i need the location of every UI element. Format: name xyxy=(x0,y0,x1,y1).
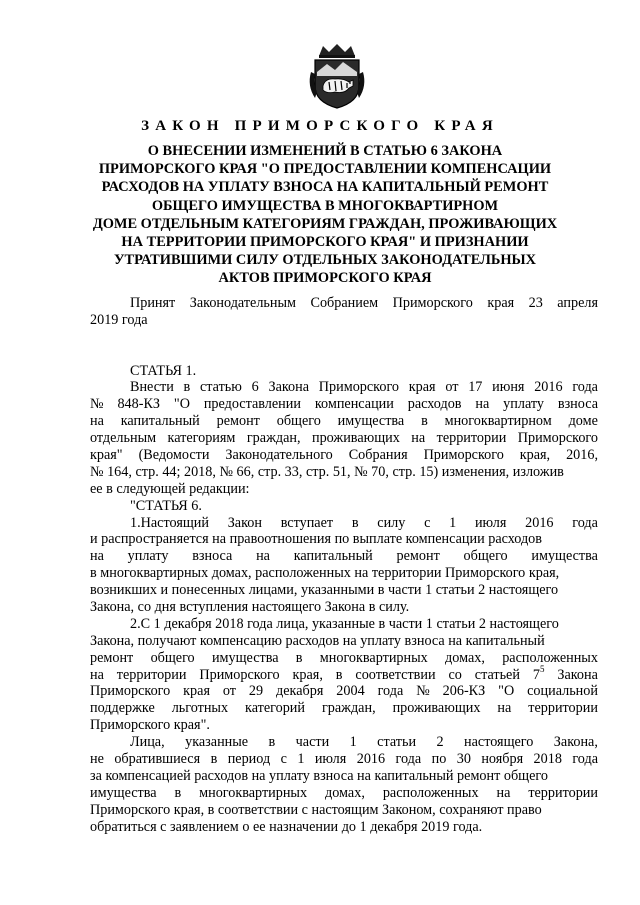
word: Законодательного xyxy=(225,447,333,464)
paragraph-line xyxy=(90,548,598,565)
word: расположенных xyxy=(382,784,479,801)
word: Приморского xyxy=(199,666,280,683)
word: 2016 xyxy=(356,751,386,768)
subtitle-line: АКТОВ ПРИМОРСКОГО КРАЯ xyxy=(218,270,432,287)
word: Собрания xyxy=(348,447,408,464)
paragraph-line xyxy=(90,700,598,717)
word: компенсации xyxy=(314,396,394,413)
word: в xyxy=(183,379,191,396)
subtitle-line: ОБЩЕГО ИМУЩЕСТВА В МНОГОКВАРТИРНОМ xyxy=(151,197,499,214)
word: не xyxy=(90,751,104,768)
word: Закон xyxy=(227,514,262,531)
law-body xyxy=(90,295,598,836)
word: граждан, xyxy=(321,700,376,717)
word: имущества xyxy=(531,548,598,565)
paragraph-line: ее в следующей редакции: xyxy=(90,480,250,497)
paragraph-line xyxy=(90,802,598,819)
article-heading: СТАТЬЯ 1. xyxy=(130,362,197,379)
paragraph-line xyxy=(90,515,598,532)
word: в xyxy=(268,734,276,751)
word: № xyxy=(416,683,430,700)
word: 1 xyxy=(449,514,457,531)
paragraph-line xyxy=(90,464,598,481)
word: 848-КЗ xyxy=(117,396,161,413)
word: настоящего xyxy=(464,734,534,751)
word: 2016, xyxy=(566,447,598,464)
word: края xyxy=(408,379,436,396)
word: части xyxy=(295,734,330,751)
word: взноса xyxy=(192,548,233,565)
word: июня xyxy=(492,379,525,396)
word: Собранием xyxy=(310,295,379,311)
word: края, xyxy=(519,447,551,464)
word: имущества xyxy=(211,649,279,666)
word: 2 xyxy=(436,734,444,751)
word: 1.Настоящий xyxy=(130,514,209,531)
subtitle-line: РАСХОДОВ НА УПЛАТУ ВЗНОСА НА КАПИТАЛЬНЫЙ РЕМОНТ xyxy=(101,179,549,196)
word: на xyxy=(90,548,104,565)
word: края, xyxy=(292,666,323,683)
word: статьи xyxy=(377,734,417,751)
word: территории xyxy=(528,784,598,801)
word: льготных xyxy=(171,700,229,717)
word: Принят xyxy=(130,295,176,311)
word: домах, xyxy=(445,649,485,666)
word: на xyxy=(90,666,104,683)
word: со xyxy=(448,666,462,683)
word: капитальный xyxy=(120,413,200,430)
subtitle-line: ПРИМОРСКОГО КРАЯ "О ПРЕДОСТАВЛЕНИИ КОМПЕНСАЦИИ xyxy=(98,161,552,178)
word: апреля xyxy=(557,295,598,311)
article-number-with-superscript xyxy=(532,663,545,684)
quoted-article-heading: "СТАТЬЯ 6. xyxy=(130,497,202,514)
paragraph-line xyxy=(90,616,598,633)
word: ремонт xyxy=(90,649,134,666)
word: в xyxy=(351,514,359,531)
paragraph-line xyxy=(90,413,598,430)
word: от xyxy=(222,683,236,700)
word: с xyxy=(424,514,431,531)
word: соответствии xyxy=(355,666,436,683)
word: № 164, стр. 44; 2018, № 66, стр. 33, стр. 51, № 70, стр. 15) изменения, изложив xyxy=(90,463,564,480)
paragraph-line xyxy=(90,768,598,785)
word: поддержке xyxy=(90,700,155,717)
word: общего xyxy=(463,548,508,565)
word: Приморского xyxy=(318,379,400,396)
word: "О xyxy=(498,683,515,700)
paragraph-line xyxy=(90,633,598,650)
word: 2016 xyxy=(525,514,554,531)
word: общего xyxy=(150,649,195,666)
paragraph-line xyxy=(90,396,598,413)
word: возникших и понесенных лицами, указанными в части 1 статьи 2 настоящего xyxy=(90,582,559,599)
word: в xyxy=(174,784,182,801)
word: 30 xyxy=(456,751,471,768)
word: 206-КЗ xyxy=(442,683,486,700)
paragraph-line xyxy=(90,447,598,464)
word: в xyxy=(335,666,343,683)
word: уплату xyxy=(127,548,169,565)
paragraph-line xyxy=(90,531,598,548)
word: 1 xyxy=(349,734,357,751)
word: статьей xyxy=(474,666,520,683)
word: Внести xyxy=(130,379,174,396)
paragraph-line: Закона, со дня вступления настоящего Закона в силу. xyxy=(90,599,410,616)
word: силу xyxy=(377,514,406,531)
word: проживающих xyxy=(311,430,400,447)
word: на xyxy=(90,413,104,430)
word: июля xyxy=(474,514,507,531)
word: уплату xyxy=(503,396,544,413)
subtitle-line: О ВНЕСЕНИИ ИЗМЕНЕНИЙ В СТАТЬЮ 6 ЗАКОНА xyxy=(147,143,503,159)
word: 1 xyxy=(297,751,305,768)
word: на xyxy=(411,430,426,447)
paragraph-line xyxy=(90,379,598,396)
word: социальной xyxy=(527,683,598,700)
word: Закона, xyxy=(553,734,598,751)
word: года xyxy=(572,514,598,531)
word: года xyxy=(572,751,598,768)
word: расположенных xyxy=(502,649,598,666)
word: года xyxy=(572,379,598,396)
word: Приморского xyxy=(90,683,171,700)
paragraph-line xyxy=(90,565,598,582)
word: территории xyxy=(436,430,507,447)
word: с xyxy=(280,751,287,768)
word: 6 xyxy=(251,379,259,396)
word: многоквартирных xyxy=(199,784,308,801)
word: Приморского xyxy=(517,430,598,447)
word: проживающих xyxy=(392,700,481,717)
word: имущества xyxy=(90,784,157,801)
primorsky-krai-coat-of-arms-icon xyxy=(305,42,369,110)
word: края xyxy=(183,683,210,700)
word: многоквартирных xyxy=(319,649,428,666)
word: на xyxy=(256,548,270,565)
word: расходов xyxy=(407,396,462,413)
word: Приморского xyxy=(423,447,504,464)
word: Закона xyxy=(268,379,310,396)
word: Закона, получают компенсацию расходов на уплату взноса на капитальный xyxy=(90,632,545,649)
word: края xyxy=(487,295,515,311)
word: за компенсацией расходов на уплату взноса на капитальный ремонт общего xyxy=(90,767,548,784)
word: года xyxy=(377,683,404,700)
law-subtitle xyxy=(70,142,580,288)
word: от xyxy=(445,379,459,396)
word: отдельным xyxy=(90,430,157,447)
word: 29 xyxy=(248,683,264,700)
adoption-line: 2019 года xyxy=(90,311,148,328)
word: общего xyxy=(276,413,321,430)
word: территории xyxy=(528,700,598,717)
word: 2016 xyxy=(534,379,563,396)
word: "О xyxy=(173,396,190,413)
paragraph-line xyxy=(90,785,598,802)
word: июля xyxy=(314,751,347,768)
word: на xyxy=(497,700,512,717)
word: категорий xyxy=(245,700,305,717)
word: на xyxy=(496,784,511,801)
word: 2004 xyxy=(336,683,365,700)
subtitle-line: УТРАТИВШИМИ СИЛУ ОТДЕЛЬНЫХ ЗАКОНОДАТЕЛЬНЫХ xyxy=(113,252,537,269)
paragraph-line: Приморского края". xyxy=(90,717,210,734)
article-superscript: 5 xyxy=(539,663,545,674)
paragraph-line-with-superscript xyxy=(90,663,598,684)
word: имущества xyxy=(337,413,405,430)
word: вступает xyxy=(280,514,334,531)
word: в xyxy=(421,413,428,430)
paragraph-line xyxy=(90,582,598,599)
word: территории xyxy=(116,666,187,683)
paragraph-line xyxy=(90,683,598,700)
word: обратившиеся xyxy=(114,751,201,768)
word: 17 xyxy=(468,379,483,396)
word: в xyxy=(295,649,303,666)
adoption-line xyxy=(90,295,598,312)
word: указанные xyxy=(185,734,249,751)
word: 23 xyxy=(528,295,543,311)
word: доме xyxy=(568,413,598,430)
word: ноября xyxy=(481,751,524,768)
word: ремонт xyxy=(216,413,260,430)
word: домах, xyxy=(325,784,365,801)
word: декабря xyxy=(276,683,324,700)
word: граждан, xyxy=(246,430,301,447)
word: Лица, xyxy=(130,734,165,751)
word: в многоквартирных домах, расположенных на территории Приморского края, xyxy=(90,565,560,582)
article-number: 7 xyxy=(532,666,540,683)
subtitle-line: ДОМЕ ОТДЕЛЬНЫМ КАТЕГОРИЯМ ГРАЖДАН, ПРОЖИВАЮЩИХ xyxy=(92,215,558,232)
word: и распространяется на правоотношения по выплате компенсации расходов xyxy=(90,531,542,548)
law-title: ЗАКОН ПРИМОРСКОГО КРАЯ xyxy=(141,118,499,134)
word: 2.С 1 декабря 2018 года лица, указанные в части 1 статьи 2 настоящего xyxy=(130,615,559,632)
word: года xyxy=(395,751,422,768)
word: Приморского края, в соответствии с настоящим Законом, сохраняют право xyxy=(90,801,542,818)
paragraph-line xyxy=(90,751,598,768)
word: предоставлении xyxy=(203,396,301,413)
word: многоквартирном xyxy=(444,413,552,430)
word: взноса xyxy=(557,396,598,413)
word: по xyxy=(431,751,447,768)
paragraph-line xyxy=(90,430,598,447)
paragraph-line xyxy=(90,734,598,751)
word: Законодательным xyxy=(189,295,296,311)
word: на xyxy=(475,396,490,413)
subtitle-line: НА ТЕРРИТОРИИ ПРИМОРСКОГО КРАЯ" И ПРИЗНАНИИ xyxy=(121,234,529,251)
word: Закона xyxy=(557,666,598,683)
word: капитальный xyxy=(293,548,373,565)
paragraph-line: обратиться с заявлением о ее назначении до 1 декабря 2019 года. xyxy=(90,818,483,835)
word: период xyxy=(227,751,271,768)
word: края" xyxy=(90,447,123,464)
word: Приморского xyxy=(392,295,473,311)
word: в xyxy=(210,751,218,768)
word: (Ведомости xyxy=(138,447,210,464)
paragraph-line xyxy=(90,650,598,667)
word: статью xyxy=(200,379,242,396)
word: ремонт xyxy=(396,548,440,565)
word: категориям xyxy=(167,430,236,447)
word: 2018 xyxy=(533,751,562,768)
word: № xyxy=(90,396,104,413)
